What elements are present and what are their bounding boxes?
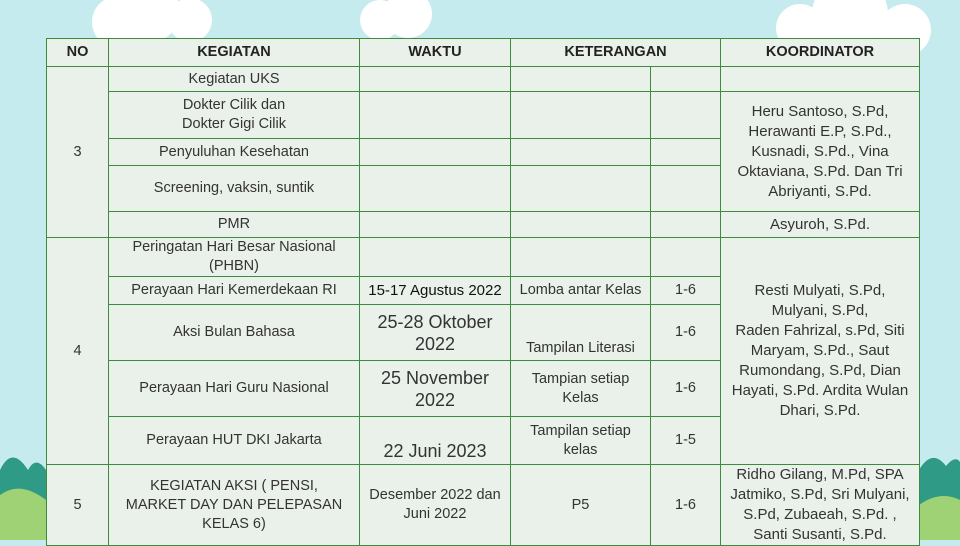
group-number: 5 [47,465,109,546]
kelas-cell [651,212,721,238]
kegiatan-line: Dokter Cilik dan [182,97,286,113]
table-row [47,238,920,277]
keterangan-cell [511,92,651,139]
koordinator-line: Raden Fahrizal, s.Pd, Siti [735,322,905,339]
waktu-line: 2022 [414,389,456,410]
koordinator-line: Ridho Gilang, M.Pd, SPA [736,466,904,483]
group-number: 3 [47,67,109,238]
kelas-cell: 1-6 [651,277,721,305]
kegiatan-cell: Screening, vaksin, suntik [109,166,360,212]
kelas-cell [651,166,721,212]
koordinator-cell [721,67,920,92]
keterangan-cell [511,238,651,277]
kegiatan-line: KELAS 6) [202,515,266,532]
table-row [47,465,920,546]
table-row [47,67,920,92]
kegiatan-cell: Perayaan Hari Guru Nasional [109,361,360,417]
keterangan-cell [511,417,651,465]
waktu-cell [360,139,511,166]
koordinator-line: Herawanti E.P, S.Pd., [748,122,892,140]
table-row [47,92,920,139]
kelas-cell: 1-6 [651,305,721,361]
kegiatan-cell [109,465,360,546]
keterangan-line: Kelas [562,389,599,406]
waktu-cell: 15-17 Agustus 2022 [360,277,511,305]
waktu-cell [360,361,511,417]
koordinator-line: Hayati, S.Pd. Ardita Wulan [731,382,909,399]
waktu-cell: 22 Juni 2023 [360,417,511,465]
koordinator-cell [721,238,920,465]
waktu-cell [360,92,511,139]
koordinator-line: Oktaviana, S.Pd. Dan Tri [737,162,903,180]
header-kegiatan: KEGIATAN [109,39,360,67]
kegiatan-cell: PMR [109,212,360,238]
kegiatan-cell [109,92,360,139]
activity-schedule-table [46,38,920,546]
keterangan-cell: Lomba antar Kelas [511,277,651,305]
koordinator-line: Santi Susanti, S.Pd. [753,526,887,543]
kelas-cell: 1-6 [651,465,721,546]
header-no: NO [47,39,109,67]
keterangan-line: kelas [563,441,598,458]
kegiatan-cell: Kegiatan UKS [109,67,360,92]
keterangan-cell [511,139,651,166]
keterangan-cell: Tampilan Literasi [511,305,651,361]
koordinator-line: Dhari, S.Pd. [779,402,861,419]
keterangan-cell: P5 [511,465,651,546]
waktu-line: 25 November [380,367,490,388]
waktu-line: 25-28 Oktober [377,311,493,332]
keterangan-cell [511,361,651,417]
waktu-line: Desember 2022 dan [369,487,501,503]
kegiatan-line: KEGIATAN AKSI ( PENSI, [150,477,318,494]
koordinator-cell [721,92,920,212]
waktu-cell [360,212,511,238]
kegiatan-cell: Penyuluhan Kesehatan [109,139,360,166]
kelas-cell: 1-5 [651,417,721,465]
group-number: 4 [47,238,109,465]
header-koordinator: KOORDINATOR [721,39,920,67]
kelas-cell [651,67,721,92]
kelas-cell [651,238,721,277]
koordinator-line: Maryam, S.Pd., Saut [750,342,890,359]
kegiatan-line: MARKET DAY DAN PELEPASAN [125,496,343,513]
waktu-line: 2022 [414,333,456,354]
keterangan-line: Tampian setiap [531,370,630,387]
table-row [47,212,920,238]
kegiatan-cell: Peringatan Hari Besar Nasional (PHBN) [109,238,360,277]
keterangan-cell [511,166,651,212]
koordinator-line: Kusnadi, S.Pd., Vina [751,142,889,160]
waktu-cell [360,305,511,361]
kegiatan-line: Dokter Gigi Cilik [182,116,286,132]
koordinator-line: Jatmiko, S.Pd, Sri Mulyani, [730,486,910,503]
kelas-cell [651,92,721,139]
kegiatan-cell: Perayaan Hari Kemerdekaan RI [109,277,360,305]
waktu-cell [360,238,511,277]
koordinator-cell [721,465,920,546]
kelas-cell: 1-6 [651,361,721,417]
keterangan-line: Tampilan setiap [530,422,631,439]
koordinator-line: Rumondang, S.Pd, Dian [739,362,901,379]
koordinator-line: Abriyanti, S.Pd. [768,182,872,200]
koordinator-line: Resti Mulyati, S.Pd, [754,282,886,299]
koordinator-cell: Asyuroh, S.Pd. [721,212,920,238]
koordinator-line: Heru Santoso, S.Pd, [751,102,889,120]
koordinator-line: S.Pd, Zubaeah, S.Pd. , [743,506,897,523]
waktu-line: Juni 2022 [403,506,467,522]
keterangan-cell [511,212,651,238]
kegiatan-cell: Perayaan HUT DKI Jakarta [109,417,360,465]
koordinator-line: Mulyani, S.Pd, [771,302,869,319]
kelas-cell [651,139,721,166]
kegiatan-cell: Aksi Bulan Bahasa [109,305,360,361]
waktu-cell [360,166,511,212]
waktu-cell [360,465,511,546]
header-keterangan: KETERANGAN [511,39,721,67]
keterangan-cell [511,67,651,92]
header-row [47,39,920,67]
header-waktu: WAKTU [360,39,511,67]
waktu-cell [360,67,511,92]
